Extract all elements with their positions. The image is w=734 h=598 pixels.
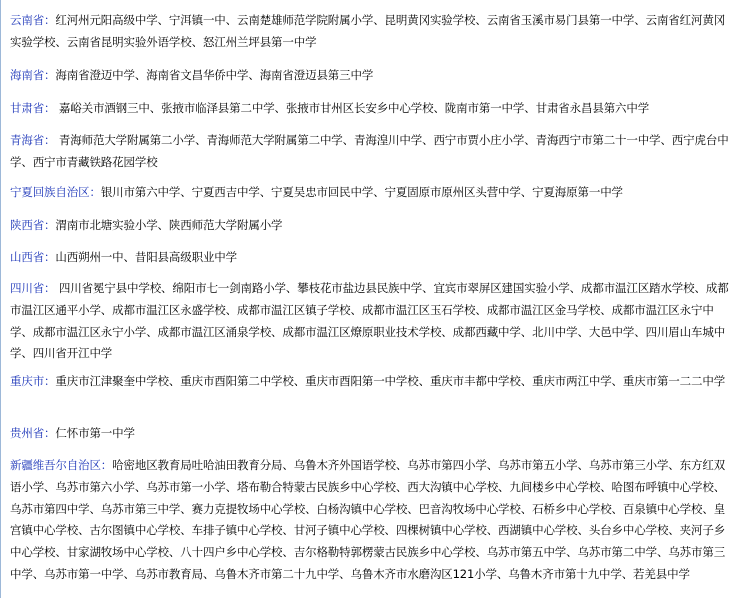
schools-shanxi: 山西朔州一中、昔阳县高级职业中学	[55, 250, 238, 264]
entry-gansu	[1, 98, 734, 120]
schools-guizhou: 仁怀市第一中学	[55, 426, 135, 440]
province-shaanxi: 陕西省：	[10, 218, 56, 232]
entry-chongqing	[1, 371, 734, 393]
province-gansu: 甘肃省：	[10, 101, 56, 115]
province-hainan: 海南省：	[10, 68, 56, 82]
province-guizhou: 贵州省：	[10, 426, 56, 440]
schools-ningxia: 银川市第六中学、宁夏西吉中学、宁夏吴忠市回民中学、宁夏固原市原州区头营中学、宁夏海原第一中学	[100, 185, 623, 199]
schools-shaanxi: 渭南市北塘实验小学、陕西师范大学附属小学	[55, 218, 283, 232]
entry-yunnan	[1, 10, 734, 54]
province-xinjiang: 新疆维吾尔自治区：	[10, 458, 113, 472]
schools-hainan: 海南省澄迈中学、海南省文昌华侨中学、海南省澄迈县第三中学	[55, 68, 374, 82]
schools-sichuan: 四川省冕宁县中学校、绵阳市七一剑南路小学、攀枝花市盐边县民族中学、宜宾市翠屏区建国实验小学、成都市温江区踏水学校、成都市温江区通平小学、成都市温江区永盛学校、成都市温江区镇子学校、成都市温江区玉石学校、成都市温江区金马学校、成都市温江区永宁中学、成都市温江区永宁小学、成都市温江区涌泉学校、成都市温江区燎原职业技术学校、成都西藏中学、北川中学、大邑中学、四川眉山车城中学、四川省开江中学	[10, 281, 729, 361]
schools-qinghai: 青海师范大学附属第二小学、青海师范大学附属第二中学、青海湟川中学、西宁市贾小庄小学、青海西宁市第二十一中学、西宁虎台中学、西宁市青藏铁路花园学校	[10, 133, 729, 169]
schools-yunnan: 红河州元阳高级中学、宁洱镇一中、云南楚雄师范学院附属小学、昆明黄冈实验学校、云南省玉溪市易门县第一中学、云南省红河黄冈实验学校、云南省昆明实验外语学校、怒江州兰坪县第一中学	[10, 13, 726, 49]
province-yunnan: 云南省：	[10, 13, 56, 27]
entry-shaanxi	[1, 215, 734, 237]
entry-hainan	[1, 65, 734, 87]
entry-ningxia	[1, 182, 734, 204]
schools-gansu: 嘉峪关市酒钢三中、张掖市临泽县第二中学、张掖市甘州区长安乡中心学校、陇南市第一中学、甘肃省永昌县第六中学	[55, 101, 650, 115]
entry-xinjiang	[1, 455, 734, 586]
province-chongqing: 重庆市：	[10, 374, 56, 388]
entry-sichuan	[1, 278, 734, 365]
entry-guizhou	[1, 423, 734, 445]
schools-chongqing: 重庆市江津聚奎中学校、重庆市酉阳第二中学校、重庆市酉阳第一中学校、重庆市丰都中学校、重庆市两江中学、重庆市第一二二中学	[55, 374, 726, 388]
province-ningxia: 宁夏回族自治区：	[10, 185, 101, 199]
province-sichuan: 四川省：	[10, 281, 56, 295]
entry-qinghai	[1, 130, 734, 174]
schools-xinjiang: 哈密地区教育局吐哈油田教育分局、乌鲁木齐外国语学校、乌苏市第四小学、乌苏市第五小学、乌苏市第三小学、东方红双语小学、乌苏市第六小学、乌苏市第一小学、塔布勒合特蒙古民族乡中心学校、西大沟镇中心学校、九间楼乡中心学校、哈图布呼镇中心学校、乌苏市第四中学、乌苏市第三中学、赛力克提牧场中心学校、白杨沟镇中心学校、巴音沟牧场中心学校、石桥乡中心学校、百泉镇中心学校、皇宫镇中心学校、古尔图镇中心学校、车排子镇中心学校、甘河子镇中心学校、四棵树镇中心学校、西湖镇中心学校、头台乡中心学校、夹河子乡中心学校、甘家湖牧场中心学校、八十四户乡中心学校、吉尔格勒特郭楞蒙古民族乡中心学校、乌苏市第五中学、乌苏市第二中学、乌苏市第三中学、乌苏市第一中学、乌苏市教育局、乌鲁木齐市第二十九中学、乌鲁木齐市水磨沟区121小学、乌鲁木齐市第十九中学、若羌县中学	[10, 458, 726, 581]
province-qinghai: 青海省：	[10, 133, 56, 147]
entry-shanxi	[1, 247, 734, 269]
province-shanxi: 山西省：	[10, 250, 56, 264]
